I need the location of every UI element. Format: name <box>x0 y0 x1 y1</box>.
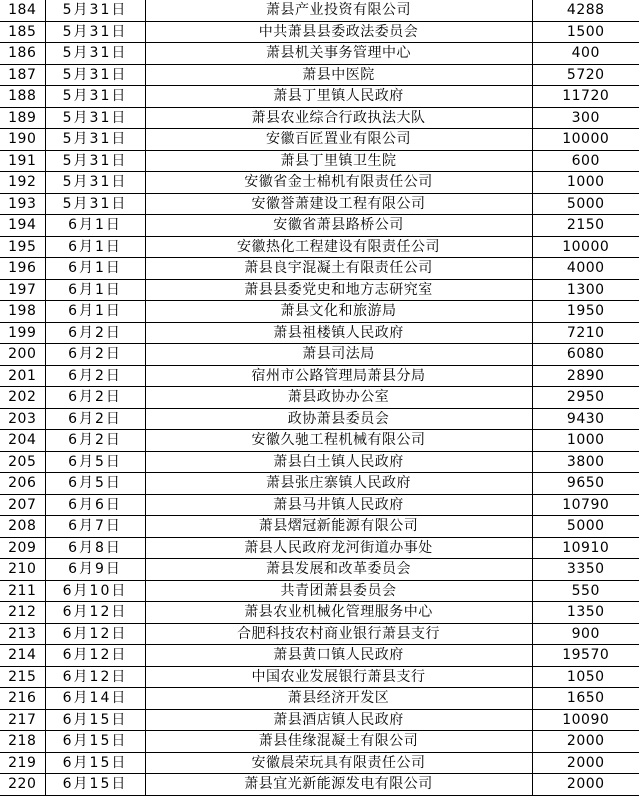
table-row <box>0 258 639 280</box>
date-cell: 6月1日 <box>45 236 145 258</box>
table-row <box>0 623 639 645</box>
date-cell: 6月2日 <box>45 430 145 452</box>
date-cell: 6月2日 <box>45 365 145 387</box>
donor-unit-cell: 安徽久驰工程机械有限公司 <box>145 430 532 452</box>
row-number-cell: 194 <box>0 215 45 237</box>
donor-unit-cell: 萧县张庄寨镇人民政府 <box>145 473 532 495</box>
amount-cell: 2890 <box>532 365 639 387</box>
amount-cell: 6080 <box>532 344 639 366</box>
date-cell: 5月31日 <box>45 21 145 43</box>
row-number-cell: 206 <box>0 473 45 495</box>
donor-unit-cell: 萧县农业综合行政执法大队 <box>145 107 532 129</box>
table-row <box>0 365 639 387</box>
table-row <box>0 537 639 559</box>
date-cell: 6月15日 <box>45 709 145 731</box>
amount-cell: 1350 <box>532 602 639 624</box>
amount-cell: 10000 <box>532 129 639 151</box>
row-number-cell: 199 <box>0 322 45 344</box>
amount-cell: 550 <box>532 580 639 602</box>
date-cell: 6月5日 <box>45 451 145 473</box>
table-row <box>0 430 639 452</box>
row-number-cell: 219 <box>0 752 45 774</box>
row-number-cell: 198 <box>0 301 45 323</box>
date-cell: 6月15日 <box>45 752 145 774</box>
donor-unit-cell: 萧县祖楼镇人民政府 <box>145 322 532 344</box>
date-cell: 6月8日 <box>45 537 145 559</box>
amount-cell: 19570 <box>532 645 639 667</box>
row-number-cell: 211 <box>0 580 45 602</box>
row-number-cell: 202 <box>0 387 45 409</box>
amount-cell: 1950 <box>532 301 639 323</box>
amount-cell: 11720 <box>532 86 639 108</box>
table-row <box>0 494 639 516</box>
table-row <box>0 645 639 667</box>
table-row <box>0 129 639 151</box>
amount-cell: 4288 <box>532 0 639 21</box>
row-number-cell: 209 <box>0 537 45 559</box>
date-cell: 5月31日 <box>45 86 145 108</box>
date-cell: 6月5日 <box>45 473 145 495</box>
donor-unit-cell: 安徽晨荣玩具有限责任公司 <box>145 752 532 774</box>
row-number-cell: 201 <box>0 365 45 387</box>
row-number-cell: 195 <box>0 236 45 258</box>
table-row <box>0 301 639 323</box>
amount-cell: 10790 <box>532 494 639 516</box>
amount-cell: 5000 <box>532 516 639 538</box>
date-cell: 6月15日 <box>45 731 145 753</box>
amount-cell: 10090 <box>532 709 639 731</box>
donor-unit-cell: 安徽百匠置业有限公司 <box>145 129 532 151</box>
date-cell: 6月2日 <box>45 344 145 366</box>
table-row <box>0 752 639 774</box>
date-cell: 6月12日 <box>45 623 145 645</box>
row-number-cell: 216 <box>0 688 45 710</box>
donor-unit-cell: 萧县文化和旅游局 <box>145 301 532 323</box>
row-number-cell: 203 <box>0 408 45 430</box>
donor-unit-cell: 安徽热化工程建设有限责任公司 <box>145 236 532 258</box>
table-row <box>0 107 639 129</box>
row-number-cell: 188 <box>0 86 45 108</box>
donor-unit-cell: 萧县白土镇人民政府 <box>145 451 532 473</box>
amount-cell: 900 <box>532 623 639 645</box>
date-cell: 6月14日 <box>45 688 145 710</box>
donor-unit-cell: 萧县佳缘混凝土有限公司 <box>145 731 532 753</box>
table-row <box>0 731 639 753</box>
row-number-cell: 192 <box>0 172 45 194</box>
date-cell: 5月31日 <box>45 43 145 65</box>
donor-unit-cell: 中共萧县县委政法委员会 <box>145 21 532 43</box>
amount-cell: 3800 <box>532 451 639 473</box>
date-cell: 6月7日 <box>45 516 145 538</box>
amount-cell: 3350 <box>532 559 639 581</box>
date-cell: 5月31日 <box>45 107 145 129</box>
amount-cell: 2000 <box>532 752 639 774</box>
row-number-cell: 187 <box>0 64 45 86</box>
row-number-cell: 218 <box>0 731 45 753</box>
donor-unit-cell: 中国农业发展银行萧县支行 <box>145 666 532 688</box>
amount-cell: 2950 <box>532 387 639 409</box>
donor-unit-cell: 萧县政协办公室 <box>145 387 532 409</box>
date-cell: 6月15日 <box>45 774 145 796</box>
amount-cell: 2150 <box>532 215 639 237</box>
table-row <box>0 64 639 86</box>
row-number-cell: 212 <box>0 602 45 624</box>
donor-unit-cell: 萧县宜光新能源发电有限公司 <box>145 774 532 796</box>
amount-cell: 5720 <box>532 64 639 86</box>
row-number-cell: 184 <box>0 0 45 21</box>
donor-unit-cell: 萧县农业机械化管理服务中心 <box>145 602 532 624</box>
table-row <box>0 688 639 710</box>
table-row <box>0 602 639 624</box>
amount-cell: 1300 <box>532 279 639 301</box>
table-row <box>0 559 639 581</box>
amount-cell: 1000 <box>532 172 639 194</box>
date-cell: 6月9日 <box>45 559 145 581</box>
date-cell: 6月1日 <box>45 258 145 280</box>
amount-cell: 9430 <box>532 408 639 430</box>
row-number-cell: 200 <box>0 344 45 366</box>
table-row <box>0 666 639 688</box>
table-row <box>0 344 639 366</box>
donor-unit-cell: 萧县产业投资有限公司 <box>145 0 532 21</box>
amount-cell: 7210 <box>532 322 639 344</box>
table-row <box>0 150 639 172</box>
donor-unit-cell: 安徽省金士棉机有限责任公司 <box>145 172 532 194</box>
date-cell: 6月12日 <box>45 666 145 688</box>
amount-cell: 600 <box>532 150 639 172</box>
row-number-cell: 204 <box>0 430 45 452</box>
donor-unit-cell: 萧县马井镇人民政府 <box>145 494 532 516</box>
date-cell: 6月2日 <box>45 387 145 409</box>
table-row <box>0 580 639 602</box>
row-number-cell: 217 <box>0 709 45 731</box>
donor-unit-cell: 萧县县委党史和地方志研究室 <box>145 279 532 301</box>
donor-unit-cell: 宿州市公路管理局萧县分局 <box>145 365 532 387</box>
date-cell: 5月31日 <box>45 172 145 194</box>
row-number-cell: 190 <box>0 129 45 151</box>
table-row <box>0 387 639 409</box>
date-cell: 6月12日 <box>45 602 145 624</box>
row-number-cell: 197 <box>0 279 45 301</box>
donor-unit-cell: 萧县丁里镇卫生院 <box>145 150 532 172</box>
row-number-cell: 220 <box>0 774 45 796</box>
row-number-cell: 214 <box>0 645 45 667</box>
donor-unit-cell: 政协萧县委员会 <box>145 408 532 430</box>
donor-unit-cell: 萧县机关事务管理中心 <box>145 43 532 65</box>
row-number-cell: 210 <box>0 559 45 581</box>
date-cell: 5月31日 <box>45 0 145 21</box>
table-row <box>0 709 639 731</box>
table-row <box>0 86 639 108</box>
date-cell: 5月31日 <box>45 193 145 215</box>
table-row <box>0 279 639 301</box>
amount-cell: 5000 <box>532 193 639 215</box>
date-cell: 6月1日 <box>45 279 145 301</box>
amount-cell: 10000 <box>532 236 639 258</box>
table-row <box>0 236 639 258</box>
date-cell: 6月1日 <box>45 215 145 237</box>
date-cell: 6月10日 <box>45 580 145 602</box>
row-number-cell: 213 <box>0 623 45 645</box>
donor-unit-cell: 萧县人民政府龙河街道办事处 <box>145 537 532 559</box>
date-cell: 6月1日 <box>45 301 145 323</box>
date-cell: 5月31日 <box>45 129 145 151</box>
table-row <box>0 0 639 21</box>
donor-unit-cell: 萧县经济开发区 <box>145 688 532 710</box>
amount-cell: 2000 <box>532 774 639 796</box>
amount-cell: 1000 <box>532 430 639 452</box>
amount-cell: 300 <box>532 107 639 129</box>
row-number-cell: 191 <box>0 150 45 172</box>
row-number-cell: 186 <box>0 43 45 65</box>
row-number-cell: 215 <box>0 666 45 688</box>
donor-unit-cell: 萧县丁里镇人民政府 <box>145 86 532 108</box>
row-number-cell: 208 <box>0 516 45 538</box>
row-number-cell: 185 <box>0 21 45 43</box>
donor-unit-cell: 萧县发展和改革委员会 <box>145 559 532 581</box>
donor-unit-cell: 共青团萧县委员会 <box>145 580 532 602</box>
row-number-cell: 205 <box>0 451 45 473</box>
table-row <box>0 322 639 344</box>
table-row <box>0 215 639 237</box>
date-cell: 6月12日 <box>45 645 145 667</box>
table-row <box>0 21 639 43</box>
amount-cell: 10910 <box>532 537 639 559</box>
donor-unit-cell: 萧县司法局 <box>145 344 532 366</box>
table-row <box>0 408 639 430</box>
donor-unit-cell: 安徽誉萧建设工程有限公司 <box>145 193 532 215</box>
row-number-cell: 193 <box>0 193 45 215</box>
date-cell: 6月6日 <box>45 494 145 516</box>
amount-cell: 1500 <box>532 21 639 43</box>
table-row <box>0 473 639 495</box>
date-cell: 6月2日 <box>45 322 145 344</box>
donor-unit-cell: 萧县良宇混凝土有限责任公司 <box>145 258 532 280</box>
donor-unit-cell: 萧县黄口镇人民政府 <box>145 645 532 667</box>
amount-cell: 2000 <box>532 731 639 753</box>
amount-cell: 1650 <box>532 688 639 710</box>
donor-unit-cell: 萧县酒店镇人民政府 <box>145 709 532 731</box>
donor-unit-cell: 萧县熠冠新能源有限公司 <box>145 516 532 538</box>
date-cell: 5月31日 <box>45 64 145 86</box>
date-cell: 5月31日 <box>45 150 145 172</box>
amount-cell: 9650 <box>532 473 639 495</box>
donor-unit-cell: 合肥科技农村商业银行萧县支行 <box>145 623 532 645</box>
amount-cell: 1050 <box>532 666 639 688</box>
table-row <box>0 193 639 215</box>
amount-cell: 4000 <box>532 258 639 280</box>
table-row <box>0 451 639 473</box>
table-row <box>0 516 639 538</box>
donor-unit-cell: 萧县中医院 <box>145 64 532 86</box>
date-cell: 6月2日 <box>45 408 145 430</box>
row-number-cell: 196 <box>0 258 45 280</box>
amount-cell: 400 <box>532 43 639 65</box>
table-row <box>0 774 639 796</box>
row-number-cell: 207 <box>0 494 45 516</box>
donor-unit-cell: 安徽省萧县路桥公司 <box>145 215 532 237</box>
row-number-cell: 189 <box>0 107 45 129</box>
table-row <box>0 172 639 194</box>
table-row <box>0 43 639 65</box>
